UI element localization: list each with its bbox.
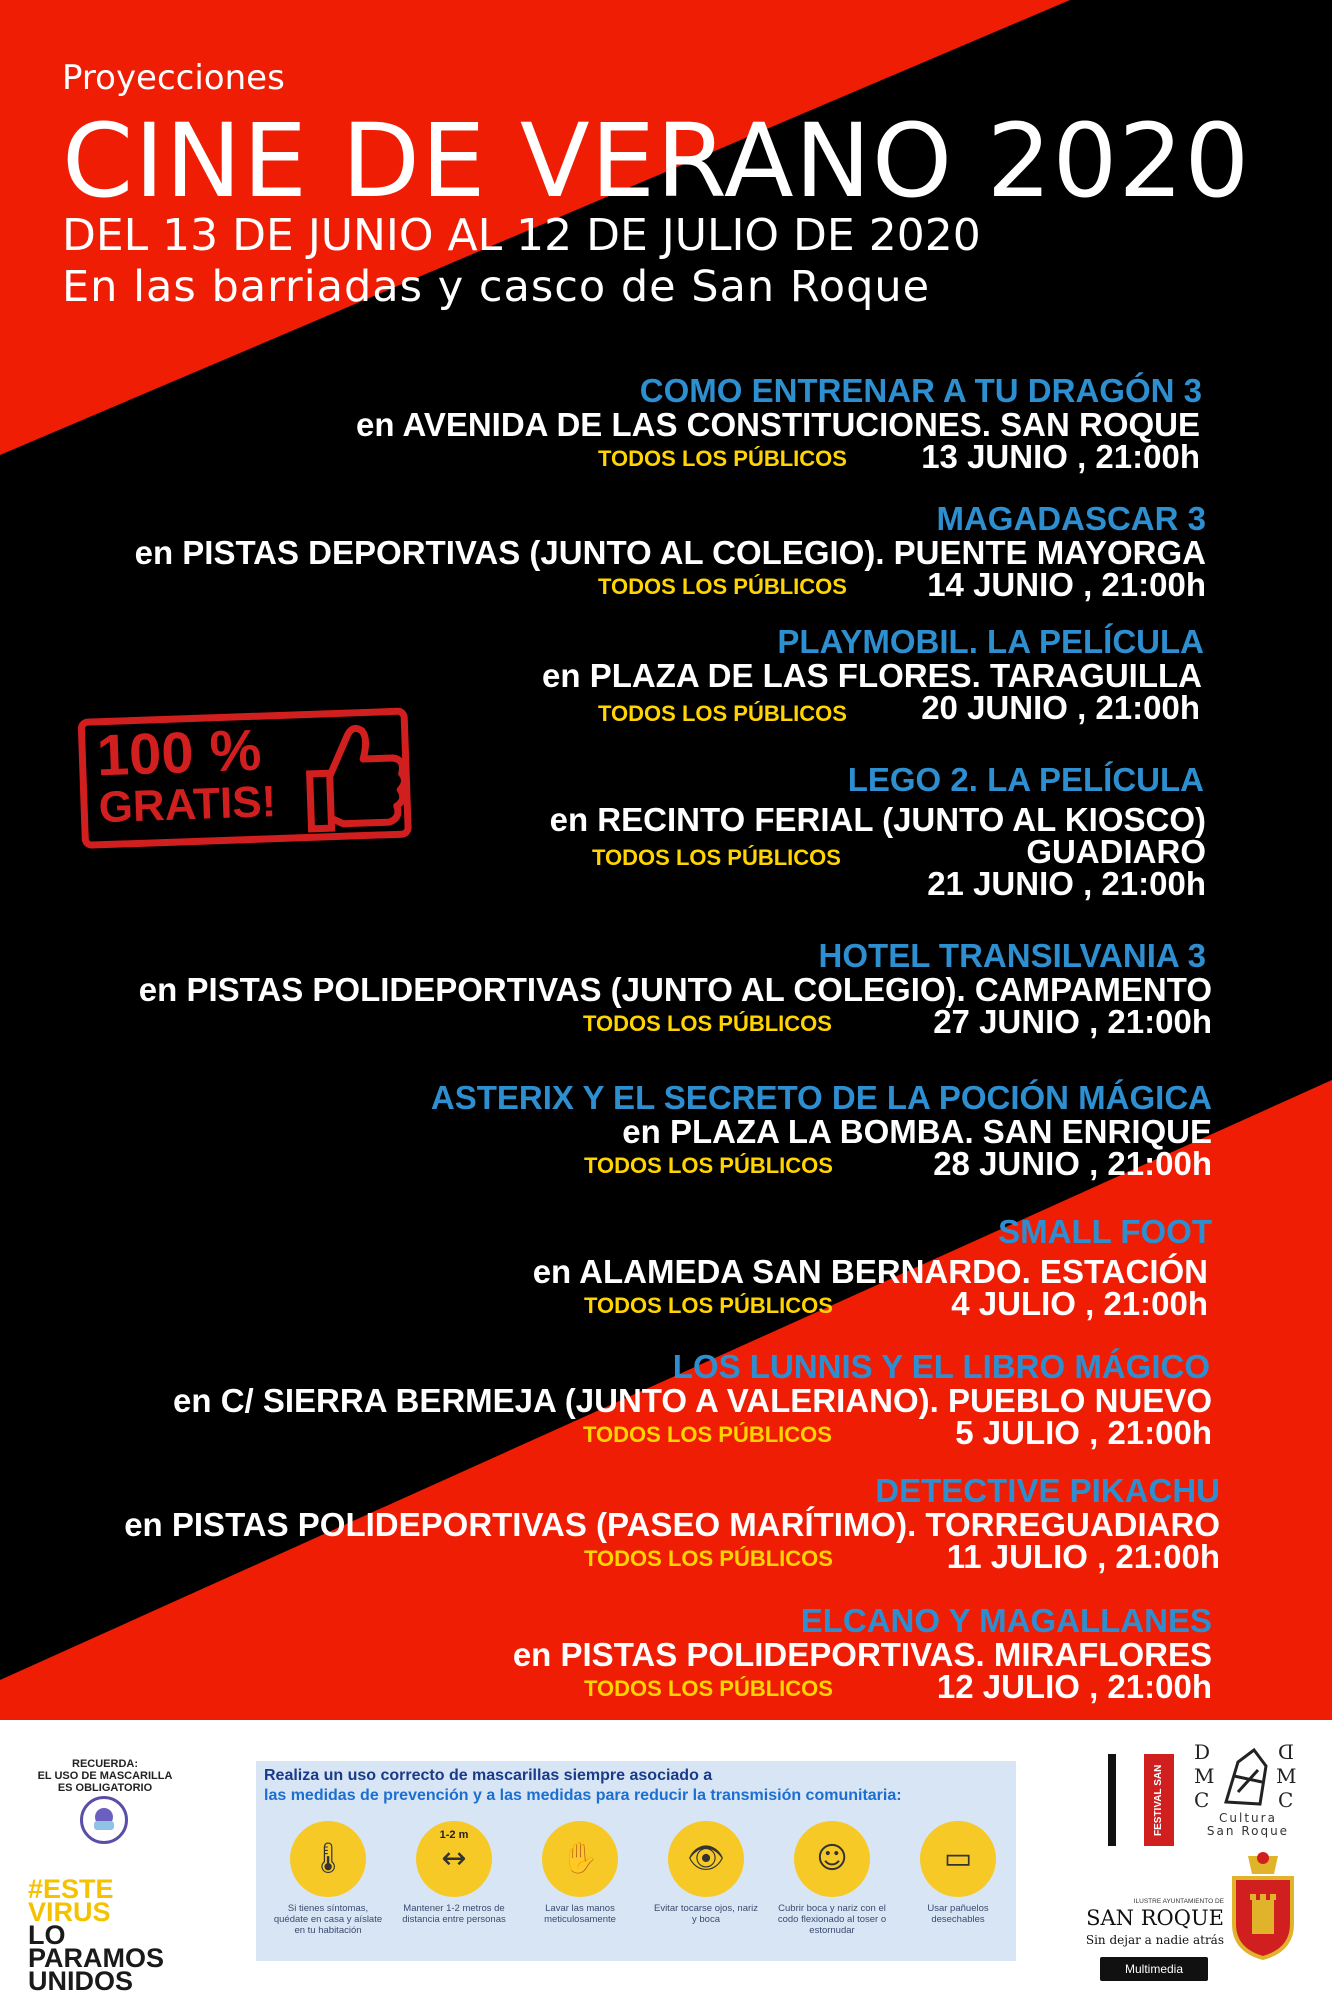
event-title: ASTERIX Y EL SECRETO DE LA POCIÓN MÁGICA [430, 1079, 1212, 1116]
tissue-box-icon: ▭ [920, 1821, 996, 1897]
event-date: 4 JULIO , 21:00h [951, 1285, 1208, 1322]
event-audience: TODOS LOS PÚBLICOS [598, 701, 847, 726]
event-venue: en PLAZA DE LAS FLORES. TARAGUILLA [542, 657, 1202, 694]
face-mask-icon [80, 1796, 128, 1844]
thumbs-up-icon [288, 715, 412, 837]
footer [0, 1720, 1332, 2000]
event-audience: TODOS LOS PÚBLICOS [598, 574, 847, 599]
distance-icon: ↔ 1-2 m [416, 1821, 492, 1897]
ayuntamiento-motto: Sin dejar a nadie atrás [1085, 1933, 1224, 1947]
slogan-line: #ESTE [28, 1874, 114, 1904]
coat-of-arms-icon [1228, 1848, 1298, 1960]
event-title: DETECTIVE PIKACHU [875, 1472, 1220, 1509]
event-date: 21 JUNIO , 21:00h [927, 865, 1206, 902]
stamp-free: GRATIS! [97, 777, 278, 833]
event-audience: TODOS LOS PÚBLICOS [584, 1293, 833, 1318]
event-venue: en RECINTO FERIAL (JUNTO AL KIOSCO) [549, 801, 1206, 838]
event-venue: en AVENIDA DE LAS CONSTITUCIONES. SAN ROQUE [355, 406, 1200, 443]
stamp-percent: 100 % [95, 717, 263, 789]
slogan [28, 1874, 165, 1996]
event-venue: en C/ SIERRA BERMEJA (JUNTO A VALERIANO). PUEBLO NUEVO [173, 1382, 1212, 1419]
event-audience: TODOS LOS PÚBLICOS [584, 1676, 833, 1701]
reminder-line: ES OBLIGATORIO [57, 1782, 153, 1794]
event-venue: en PISTAS DEPORTIVAS (JUNTO AL COLEGIO). PUENTE MAYORGA [134, 534, 1206, 571]
multimedia-logo: Multimedia [1100, 1957, 1208, 1981]
page-title: CINE DE VERANO 2020 [62, 102, 1251, 221]
event-date: 28 JUNIO , 21:00h [933, 1145, 1212, 1182]
festival-label: FESTIVAL SAN ROQUE [1144, 1754, 1174, 1846]
panel-line-1: Realiza un uso correcto de mascarillas siempre asociado a [264, 1767, 713, 1784]
event-venue: en PISTAS POLIDEPORTIVAS. MIRAFLORES [512, 1636, 1212, 1673]
header-dates: DEL 13 DE JUNIO AL 12 DE JULIO DE 2020 [62, 210, 981, 261]
wash-hands-icon: ✋ [542, 1821, 618, 1897]
event-venue-line2: GUADIARO [1026, 833, 1206, 870]
event-date: 20 JUNIO , 21:00h [921, 689, 1200, 726]
step-caption: Evitar tocarse ojos, nariz y boca [653, 1903, 758, 1925]
ayuntamiento-name: SAN ROQUE [1086, 1906, 1224, 1930]
step-caption: Lavar las manos meticulosamente [544, 1903, 616, 1925]
thermometer-icon: 🌡 [290, 1821, 366, 1897]
event-title: LEGO 2. LA PELÍCULA [847, 761, 1204, 798]
cover-mouth-icon: ☺ [794, 1821, 870, 1897]
free-stamp [78, 707, 423, 864]
mask-reminder [25, 1758, 185, 1794]
eye-icon: 👁 [668, 1821, 744, 1897]
header-place: En las barriadas y casco de San Roque [62, 262, 931, 312]
event-audience: TODOS LOS PÚBLICOS [583, 1422, 832, 1447]
event-title: ELCANO Y MAGALLANES [800, 1602, 1212, 1639]
slogan-line: LO [28, 1920, 66, 1950]
event-date: 5 JULIO , 21:00h [955, 1414, 1212, 1451]
slogan-line: VIRUS [28, 1897, 111, 1927]
event-venue: en PLAZA LA BOMBA. SAN ENRIQUE [622, 1113, 1212, 1150]
event-venue: en PISTAS POLIDEPORTIVAS (PASEO MARÍTIMO). TORREGUADIARO [124, 1506, 1220, 1543]
event-venue: en ALAMEDA SAN BERNARDO. ESTACIÓN [532, 1253, 1208, 1290]
step-caption: Mantener 1-2 metros de distancia entre personas [402, 1903, 506, 1925]
step-caption: Si tienes síntomas, quédate en casa y aíslate en tu habitación [273, 1903, 383, 1936]
event-title: COMO ENTRENAR A TU DRAGÓN 3 [639, 372, 1202, 409]
distance-label: 1-2 m [439, 1829, 469, 1841]
event-title: PLAYMOBIL. LA PELÍCULA [777, 623, 1204, 660]
event-title: LOS LUNNIS Y EL LIBRO MÁGICO [672, 1348, 1210, 1385]
event-title: HOTEL TRANSILVANIA 3 [818, 937, 1206, 974]
event-audience: TODOS LOS PÚBLICOS [584, 1153, 833, 1178]
header-pre: Proyecciones [62, 58, 285, 98]
step-caption: Cubrir boca y nariz con el codo flexionado al toser o estornudar [777, 1903, 887, 1936]
reminder-line: RECUERDA: [72, 1758, 138, 1770]
slogan-line: PARAMOS [28, 1943, 165, 1973]
reminder-line: EL USO DE MASCARILLA [37, 1770, 173, 1782]
event-title: MAGADASCAR 3 [936, 500, 1206, 537]
event-venue: en PISTAS POLIDEPORTIVAS (JUNTO AL COLEGIO). CAMPAMENTO [138, 971, 1212, 1008]
dmc-subtitle: Cultura San Roque [1206, 1811, 1290, 1838]
ayuntamiento-pre: ILUSTRE AYUNTAMIENTO DE [1133, 1898, 1224, 1905]
dmc-logo: D D M M C C [1194, 1740, 1297, 1812]
event-date: 14 JUNIO , 21:00h [927, 566, 1206, 603]
prevention-panel [256, 1761, 1016, 1961]
slogan-line: UNIDOS [28, 1966, 134, 1996]
dmc-figure-icon [1216, 1742, 1276, 1812]
event-audience: TODOS LOS PÚBLICOS [584, 1546, 833, 1571]
event-date: 11 JULIO , 21:00h [946, 1538, 1220, 1575]
festival-logo [1108, 1754, 1194, 1846]
event-date: 13 JUNIO , 21:00h [921, 438, 1200, 475]
event-title: SMALL FOOT [998, 1213, 1212, 1250]
event-audience: TODOS LOS PÚBLICOS [592, 845, 841, 870]
step-caption: Usar pañuelos desechables [927, 1903, 989, 1925]
event-audience: TODOS LOS PÚBLICOS [598, 446, 847, 471]
panel-line-2: las medidas de prevención y a las medidas para reducir la transmisión comunitaria: [264, 1787, 902, 1804]
event-audience: TODOS LOS PÚBLICOS [583, 1011, 832, 1036]
event-date: 27 JUNIO , 21:00h [933, 1003, 1212, 1040]
event-date: 12 JULIO , 21:00h [936, 1668, 1212, 1705]
